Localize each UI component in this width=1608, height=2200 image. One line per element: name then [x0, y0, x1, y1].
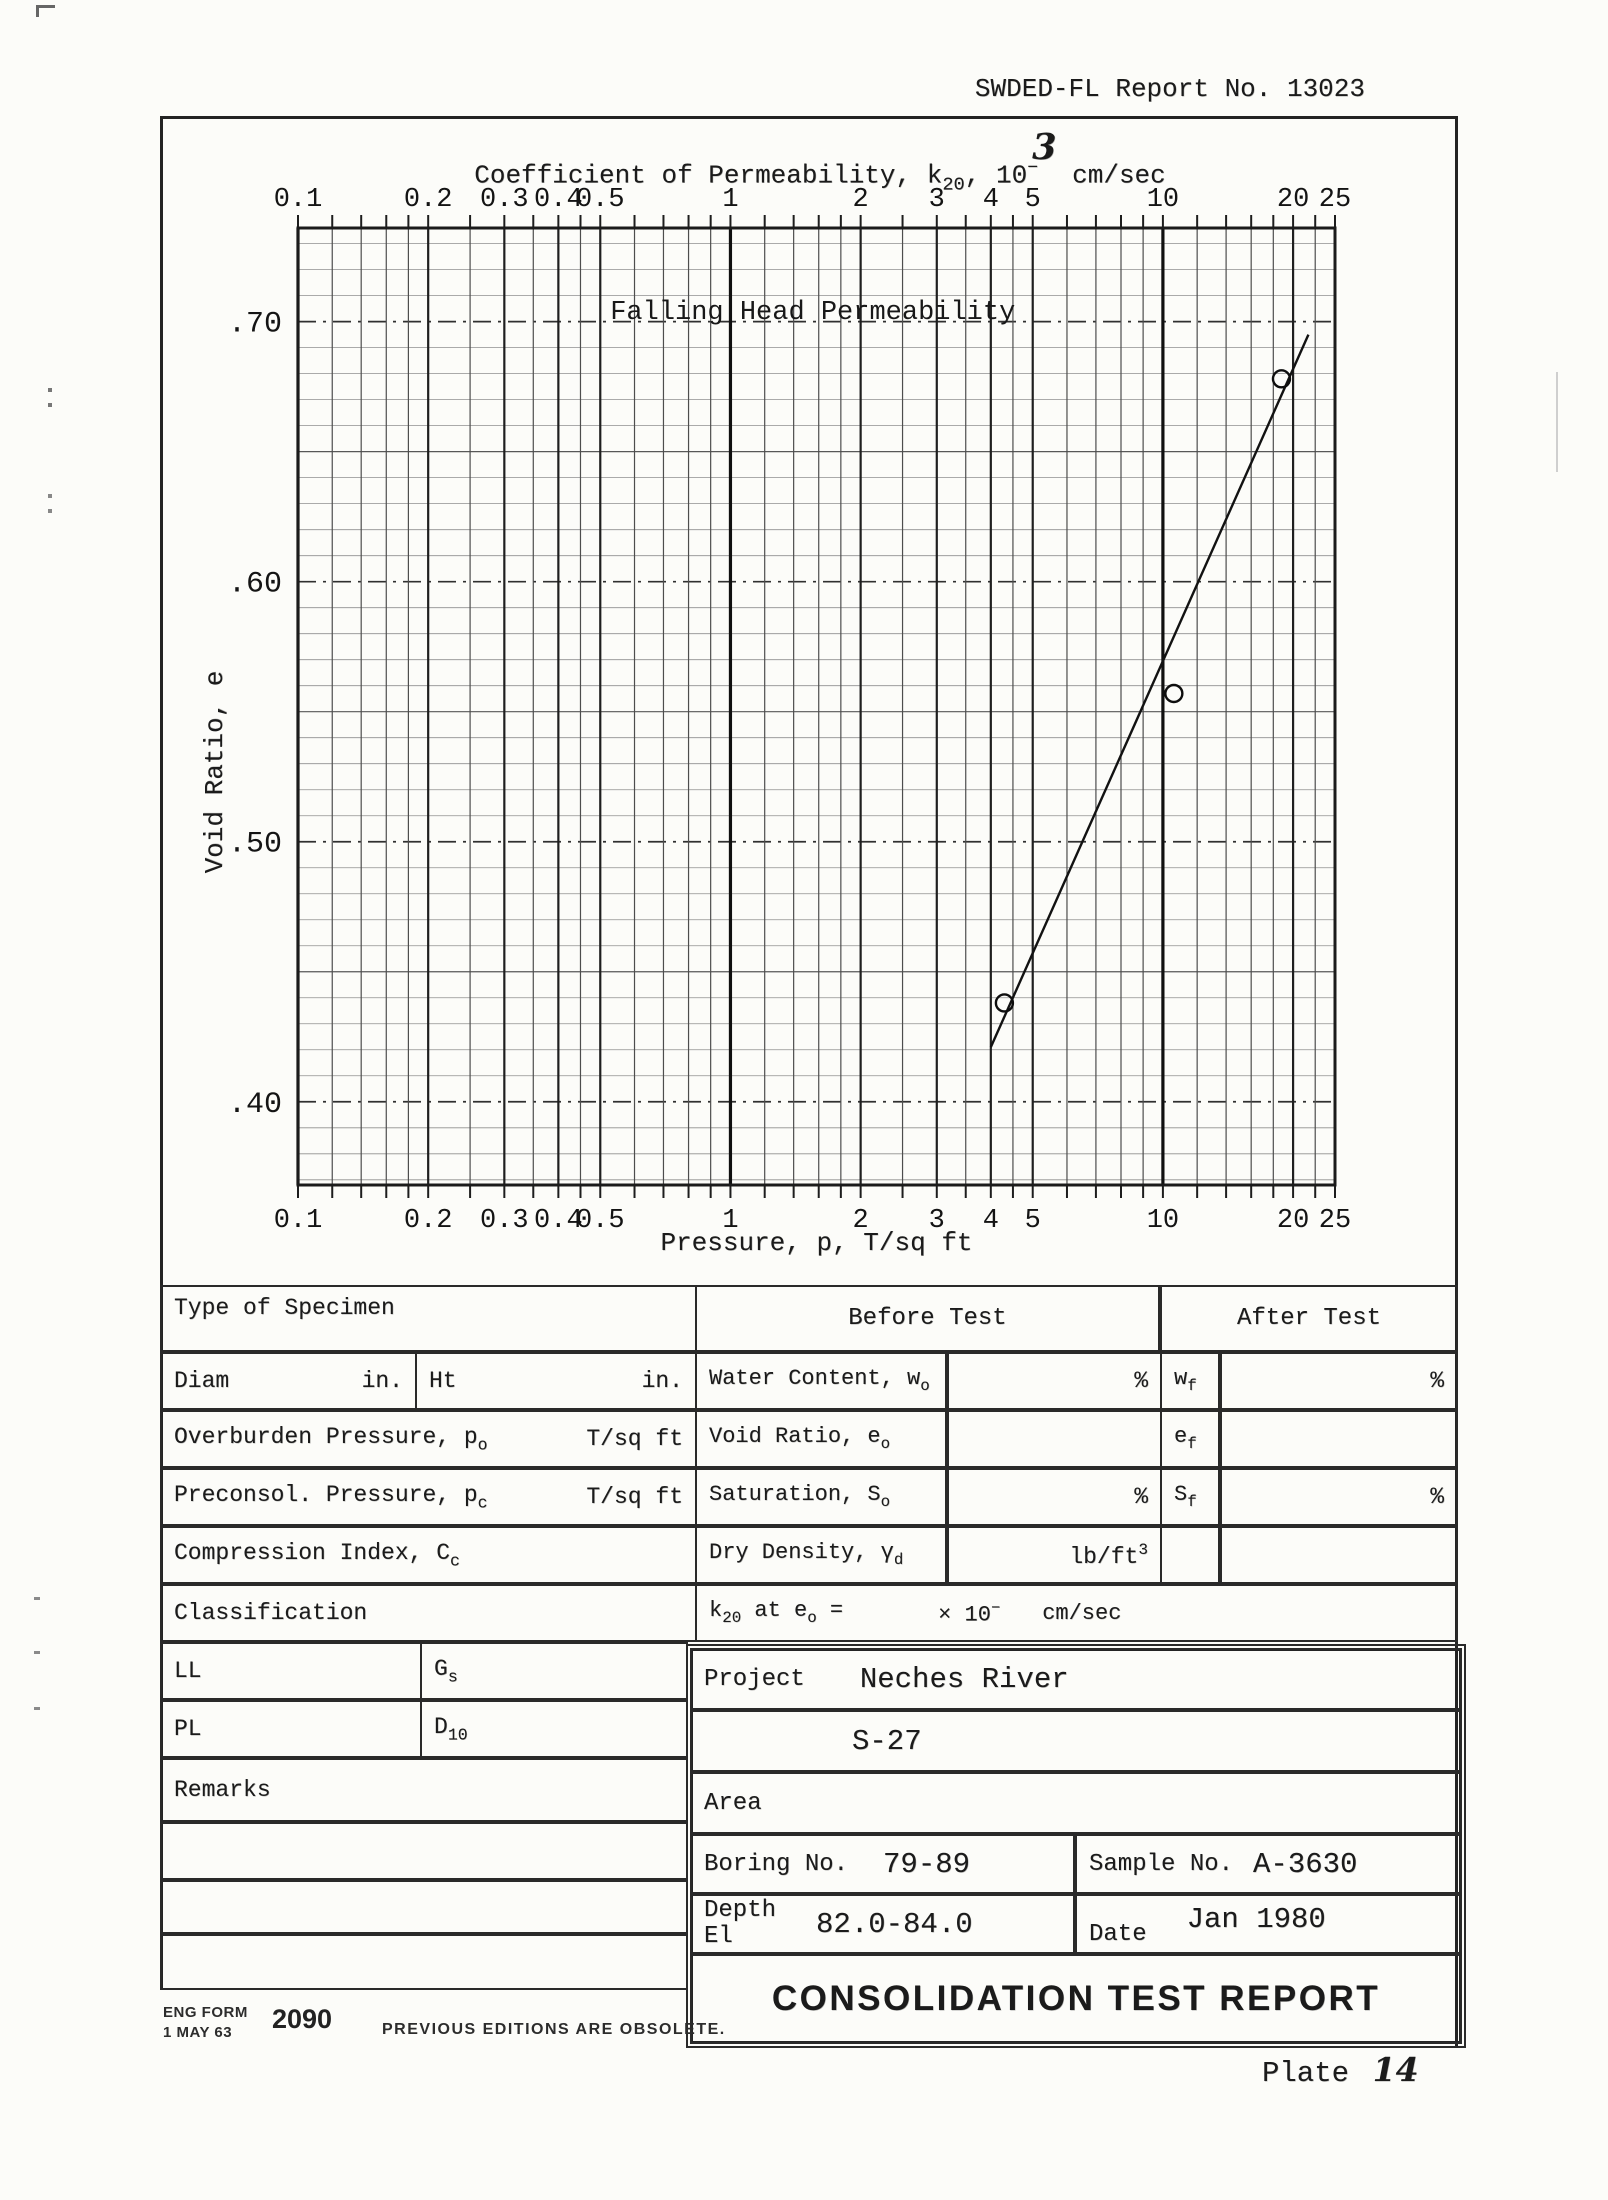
remarks-blank-row	[160, 1822, 688, 1880]
overburden-unit: T/sq ft	[586, 1426, 683, 1452]
x-tick-label-top: 20	[1276, 185, 1310, 215]
scan-artifact	[48, 509, 52, 513]
cell-wf-label: $w_f$	[1160, 1352, 1220, 1410]
plate-handwritten-number: 14	[1372, 2050, 1419, 2089]
scan-artifact	[48, 388, 52, 392]
remarks-label: Remarks	[174, 1777, 271, 1803]
preconsol-unit: T/sq ft	[586, 1484, 683, 1510]
depth-label: Depth El	[704, 1896, 777, 1950]
cell-date	[1075, 1894, 1462, 1954]
date-label: Date	[1089, 1921, 1147, 1948]
d10-label: $D_{10}$	[434, 1713, 468, 1745]
cell-pl	[160, 1700, 422, 1758]
area-label: Area	[704, 1789, 762, 1817]
station-value: S-27	[852, 1724, 922, 1758]
cell-diam	[160, 1352, 417, 1410]
title-text: Coefficient of Permeability, k	[474, 160, 943, 191]
trend-line	[991, 335, 1309, 1048]
cell-boring-no	[690, 1834, 1075, 1894]
cell-void-ratio-label: Void Ratio, $e_o$	[695, 1410, 947, 1468]
boring-value: 79-89	[883, 1847, 971, 1881]
chart-inner-title: Falling Head Permeability	[610, 297, 1016, 328]
x-tick-label-top: 0.4	[534, 185, 583, 215]
x-tick-label-top: 10	[1146, 185, 1180, 215]
cell-k20-row	[695, 1584, 1458, 1642]
cell-sf-value	[1220, 1468, 1458, 1526]
pl-label: PL	[174, 1716, 202, 1742]
x-axis-label: Pressure, p, T/sq ft	[660, 1228, 973, 1258]
sample-value: A-3630	[1253, 1847, 1358, 1881]
percent-sign: %	[1430, 1368, 1444, 1394]
x-tick-label-top: 0.5	[575, 185, 625, 215]
y-tick-label: .40	[227, 1087, 282, 1122]
cell-type-of-specimen	[160, 1285, 697, 1352]
permeability-chart	[227, 185, 1352, 1236]
x-tick-label-top: 0.2	[403, 185, 453, 215]
form-date: 1 MAY 63	[163, 2024, 233, 2042]
x-tick-label-top: 5	[1024, 185, 1041, 215]
cell-classification	[160, 1584, 697, 1642]
x-tick-label-bottom: 2	[852, 1206, 869, 1236]
scan-artifact	[48, 494, 52, 498]
title-unit: cm/sec	[1056, 160, 1166, 191]
cell-project	[690, 1648, 1462, 1710]
diam-label: Diam	[174, 1368, 230, 1394]
x-tick-label-top: 25	[1318, 185, 1352, 215]
x-tick-label-top: 3	[928, 185, 945, 215]
report-number: SWDED-FL Report No. 13023	[974, 74, 1365, 104]
ht-label: Ht	[429, 1368, 457, 1394]
diam-unit: in.	[361, 1368, 403, 1394]
cell-void-ratio-before-value	[947, 1410, 1162, 1468]
cell-d10	[420, 1700, 688, 1758]
x-tick-label-bottom: 10	[1146, 1206, 1180, 1236]
x-tick-label-top: 0.3	[480, 185, 529, 215]
compression-index-label: Compression Index, $C_c$	[174, 1539, 460, 1571]
y-tick-label: .50	[227, 827, 282, 862]
k20-unit: cm/sec	[1042, 1600, 1122, 1626]
cell-ef-label: $e_f$	[1160, 1410, 1220, 1468]
x-tick-label-top: 4	[982, 185, 999, 215]
ht-unit: in.	[641, 1368, 683, 1394]
form-label: ENG FORM	[163, 2004, 248, 2021]
boring-label: Boring No.	[704, 1850, 849, 1878]
cell-gs	[420, 1642, 688, 1700]
cell-water-content-before-value	[947, 1352, 1162, 1410]
plot-border	[298, 228, 1335, 1185]
cell-dry-density-after-small	[1160, 1526, 1220, 1584]
title-sub: 20	[942, 173, 965, 196]
x-tick-label-bottom: 0.4	[534, 1206, 583, 1236]
cell-sf-label: $S_f$	[1160, 1468, 1220, 1526]
remarks-blank-row	[160, 1880, 688, 1934]
cell-ll	[160, 1642, 422, 1700]
title-mid: , 10	[964, 160, 1028, 191]
x-tick-label-bottom: 4	[982, 1206, 999, 1236]
obsolete-note: PREVIOUS EDITIONS ARE OBSOLETE.	[382, 2021, 726, 2038]
overburden-label: Overburden Pressure, $p_o$	[174, 1423, 488, 1455]
cell-compression-index	[160, 1526, 697, 1584]
x-tick-label-bottom: 1	[722, 1206, 739, 1236]
x-tick-label-bottom: 0.3	[480, 1206, 529, 1236]
form-id-block	[163, 2003, 273, 2044]
sample-label: Sample No.	[1089, 1850, 1234, 1878]
percent-sign: %	[1430, 1484, 1444, 1510]
x-tick-label-top: 1	[722, 185, 739, 215]
scan-artifact	[34, 1597, 40, 1600]
plate-number	[1262, 2050, 1419, 2090]
cell-saturation-label: Saturation, $S_o$	[695, 1468, 947, 1526]
k20-times-ten: × 10−	[938, 1598, 1001, 1628]
scan-artifact	[36, 5, 55, 17]
cell-depth	[690, 1894, 1075, 1954]
k20-expression: $k_{20}$ at $e_o$ =	[709, 1598, 844, 1628]
dry-density-unit: $lb/ft^3$	[1069, 1540, 1148, 1570]
percent-sign: %	[1134, 1484, 1148, 1510]
handwritten-exponent: 3	[1032, 127, 1057, 168]
project-label: Project	[704, 1665, 805, 1693]
scan-artifact	[48, 403, 52, 407]
cell-sample-no	[1075, 1834, 1462, 1894]
y-axis-label: Void Ratio, e	[200, 670, 230, 874]
x-tick-label-top: 2	[852, 185, 869, 215]
x-tick-label-bottom: 5	[1024, 1206, 1041, 1236]
report-title-banner: CONSOLIDATION TEST REPORT	[690, 1954, 1462, 2044]
cell-station	[690, 1710, 1462, 1772]
data-point	[1165, 685, 1182, 702]
type-of-specimen-label: Type of Specimen	[174, 1295, 395, 1321]
plate-label: Plate	[1262, 2057, 1350, 2090]
cell-dry-density-after-value	[1220, 1526, 1458, 1584]
cell-dry-density-label: Dry Density, $\gamma_d$	[695, 1526, 947, 1584]
x-tick-label-bottom: 0.1	[273, 1206, 323, 1236]
scan-artifact	[1556, 372, 1558, 472]
preconsol-label: Preconsol. Pressure, $p_c$	[174, 1481, 488, 1513]
after-test-header: After Test	[1160, 1285, 1458, 1352]
cell-overburden-pressure	[160, 1410, 697, 1468]
classification-label: Classification	[174, 1600, 368, 1626]
gs-label: $G_s$	[434, 1655, 458, 1687]
x-tick-label-bottom: 25	[1318, 1206, 1352, 1236]
percent-sign: %	[1134, 1368, 1148, 1394]
x-tick-label-bottom: 0.5	[575, 1206, 625, 1236]
cell-ht	[415, 1352, 697, 1410]
cell-dry-density-unit	[947, 1526, 1162, 1584]
date-value: Jan 1980	[1186, 1903, 1326, 1936]
x-tick-label-top: 0.1	[273, 185, 323, 215]
form-border-top	[160, 116, 1458, 119]
depth-value: 82.0-84.0	[816, 1907, 973, 1941]
chart-plot-area	[227, 185, 1352, 1236]
title-exponent-dash: −	[1027, 158, 1039, 179]
cell-wf-value	[1220, 1352, 1458, 1410]
x-tick-label-bottom: 0.2	[403, 1206, 453, 1236]
remarks-blank-row	[160, 1934, 688, 1990]
cell-saturation-before-value	[947, 1468, 1162, 1526]
y-tick-label: .70	[227, 307, 282, 342]
cell-preconsol-pressure	[160, 1468, 697, 1526]
cell-ef-value	[1220, 1410, 1458, 1468]
before-test-header: Before Test	[695, 1285, 1160, 1352]
x-tick-label-bottom: 3	[928, 1206, 945, 1236]
ll-label: LL	[174, 1658, 202, 1684]
project-value: Neches River	[859, 1662, 1069, 1696]
cell-water-content-label: Water Content, $w_o$	[695, 1352, 947, 1410]
cell-area	[690, 1772, 1462, 1834]
scan-artifact	[34, 1707, 40, 1710]
y-tick-label: .60	[227, 567, 282, 602]
cell-remarks	[160, 1758, 688, 1822]
scan-artifact	[34, 1651, 40, 1654]
form-number: 2090	[272, 2004, 333, 2034]
x-tick-label-bottom: 20	[1276, 1206, 1310, 1236]
